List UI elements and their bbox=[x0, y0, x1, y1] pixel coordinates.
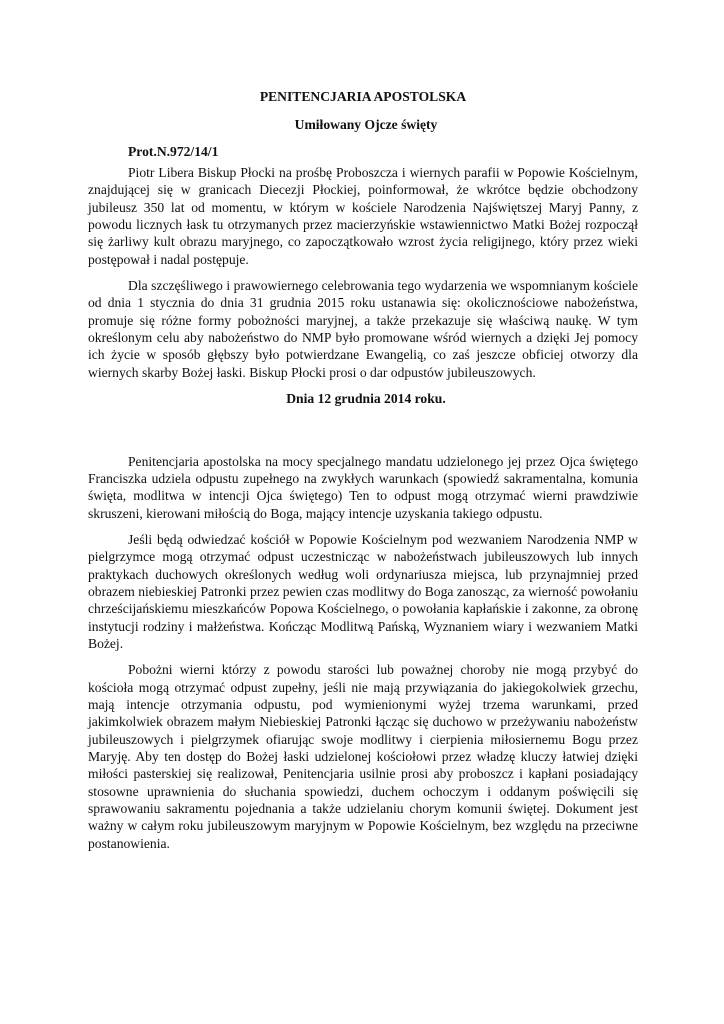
document-page bbox=[88, 88, 638, 861]
document-date: Dnia 12 grudnia 2014 roku. bbox=[286, 391, 446, 407]
protocol-number: Prot.N.972/14/1 bbox=[128, 143, 219, 159]
salutation: Umiłowany Ojcze święty bbox=[294, 117, 438, 133]
paragraph-main-2: Jeśli będą odwiedzać kościół w Popowie Kościelnym pod wezwaniem Narodzenia NMP w pielgrzymce mogą otrzymać odpust uczestnicząc w nabożeństwach jubileuszowych lub innych praktykach duchowych określonych według woli ordynariusza miejsca, lub przynajmniej przed obrazem niebieskiej Patronki przez pewien czas modlitwy do Boga zanosząc, za wierność powołaniu chrześcijańskiemu mieszkańców Popowa Kościelnego, o powołania kapłańskie i zakonne, za obronę instytucji rodziny i małżeństwa. Kończąc Modlitwą Pańską, Wyznaniem wiary i wezwaniem Matki Bożej. bbox=[88, 531, 638, 651]
paragraph-intro-1: Piotr Libera Biskup Płocki na prośbę Proboszcza i wiernych parafii w Popowie Kościelnym, znajdującej się w granicach Diecezji Płockiej, poinformował, że wkrótce będzie obchodzony jubileusz 350 lat od momentu, w którym w kościele Narodzenia Najświętszej Maryj Panny, z powodu licznych łask tu otrzymanych przez macierzyńskie wstawiennictwo Matki Bożej rozpoczął się żarliwy kult obrazu maryjnego, co zapoczątkowało wzrost życia religijnego, który przez wieki postępował i nadal postępuje. bbox=[88, 165, 638, 267]
paragraph-main-1: Penitencjaria apostolska na mocy specjalnego mandatu udzielonego jej przez Ojca świętego Franciszka udziela odpustu zupełnego na zwykłych warunkach (spowiedź sakramentalna, komunia święta, modlitwa w intencji Ojca świętego) Ten to odpust mogą otrzymać wierni prawdziwie skruszeni, kierowani miłością do Boga, mający intencje uzyskania takiego odpustu. bbox=[88, 453, 638, 521]
paragraph-main-3: Pobożni wierni którzy z powodu starości lub poważnej choroby nie mogą przybyć do kościoła mogą otrzymać odpust zupełny, jeśli nie mają przywiązania do jakiegokolwiek grzechu, mają intencje otrzymania odpustu, pod wymienionymi wyżej trzema warunkami, przed jakimkolwiek obrazem małym Niebieskiej Patronki łącząc się duchowo w przeżywaniu nabożeństw jubileuszowych i pielgrzymek ofiarując swoje modlitwy i cierpienia miłosiernemu Bogu przez Maryję. Aby ten dostęp do Bożej łaski udzielonej kościołowi przez władzę kluczy łatwiej dzięki miłości pasterskiej się realizował, Penitencjaria usilnie prosi aby proboszcz i kapłani posiadający stosowne uprawnienia do słuchania spowiedzi, duchem ochoczym i oddanym poświęcili się sprawowaniu sakramentu pojednania a także udzielaniu chorym komunii świętej. Dokument jest ważny w całym roku jubileuszowym maryjnym w Popowie Kościelnym, bez względu na przeciwne postanowienia. bbox=[88, 662, 638, 851]
document-title: PENITENCJARIA APOSTOLSKA bbox=[259, 89, 467, 104]
paragraph-intro-2: Dla szczęśliwego i prawowiernego celebrowania tego wydarzenia we wspomnianym kościele od dnia 1 stycznia do dnia 31 grudnia 2015 roku ustanawia się: okolicznościowe nabożeństwa, promuje się różne formy pobożności maryjnej, a także przekazuje się właściwą naukę. W tym określonym celu aby nabożeństwo do NMP było promowane wśród wiernych a dzięki Jej pomocy ich życie w sposób głębszy było potwierdzane Ewangelią, co zaś jeszcze obficiej otworzy dla wiernych skarby Bożej łaski. Biskup Płocki prosi o dar odpustów jubileuszowych. bbox=[88, 278, 638, 380]
